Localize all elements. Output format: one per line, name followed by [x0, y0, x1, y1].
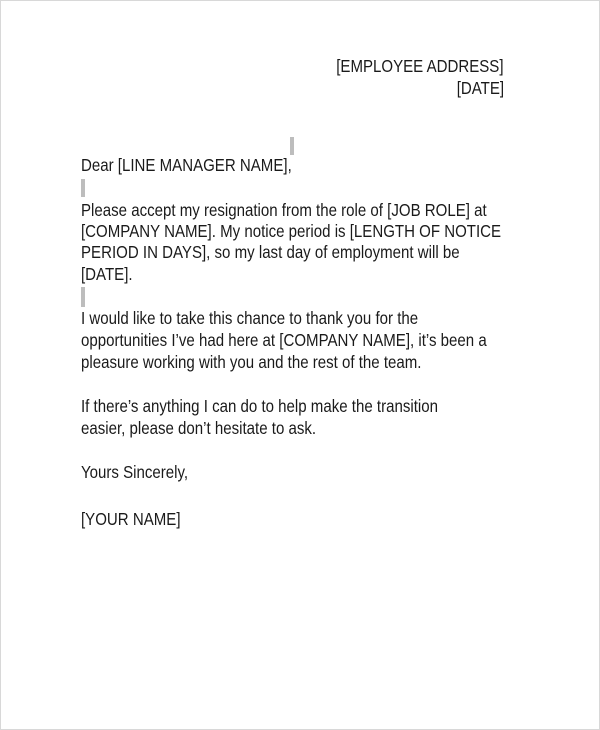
employee-address: [EMPLOYEE ADDRESS] [336, 56, 504, 76]
paragraph-line: easier, please don’t hesitate to ask. [81, 418, 317, 438]
salutation: Dear [LINE MANAGER NAME], [81, 155, 292, 175]
letter-date: [DATE] [456, 78, 504, 98]
paragraph-line: I would like to take this chance to thank you for the [81, 308, 419, 328]
paragraph-line: opportunities I’ve had here at [COMPANY NAME], it’s been a [81, 330, 487, 350]
paragraph-line: [DATE]. [81, 264, 133, 284]
paragraph-line: Please accept my resignation from the role of [JOB ROLE] at [81, 200, 487, 220]
paragraph-marker [81, 287, 85, 307]
paragraph-marker [290, 137, 294, 155]
paragraph-line: pleasure working with you and the rest of the team. [81, 352, 422, 372]
paragraph-line: If there’s anything I can do to help make the transition [81, 396, 438, 416]
paragraph-line: PERIOD IN DAYS], so my last day of employment will be [81, 242, 460, 262]
paragraph-marker [81, 179, 85, 197]
closing: Yours Sincerely, [81, 462, 189, 482]
signature-name: [YOUR NAME] [81, 509, 181, 529]
paragraph-line: [COMPANY NAME]. My notice period is [LENGTH OF NOTICE [81, 221, 502, 241]
